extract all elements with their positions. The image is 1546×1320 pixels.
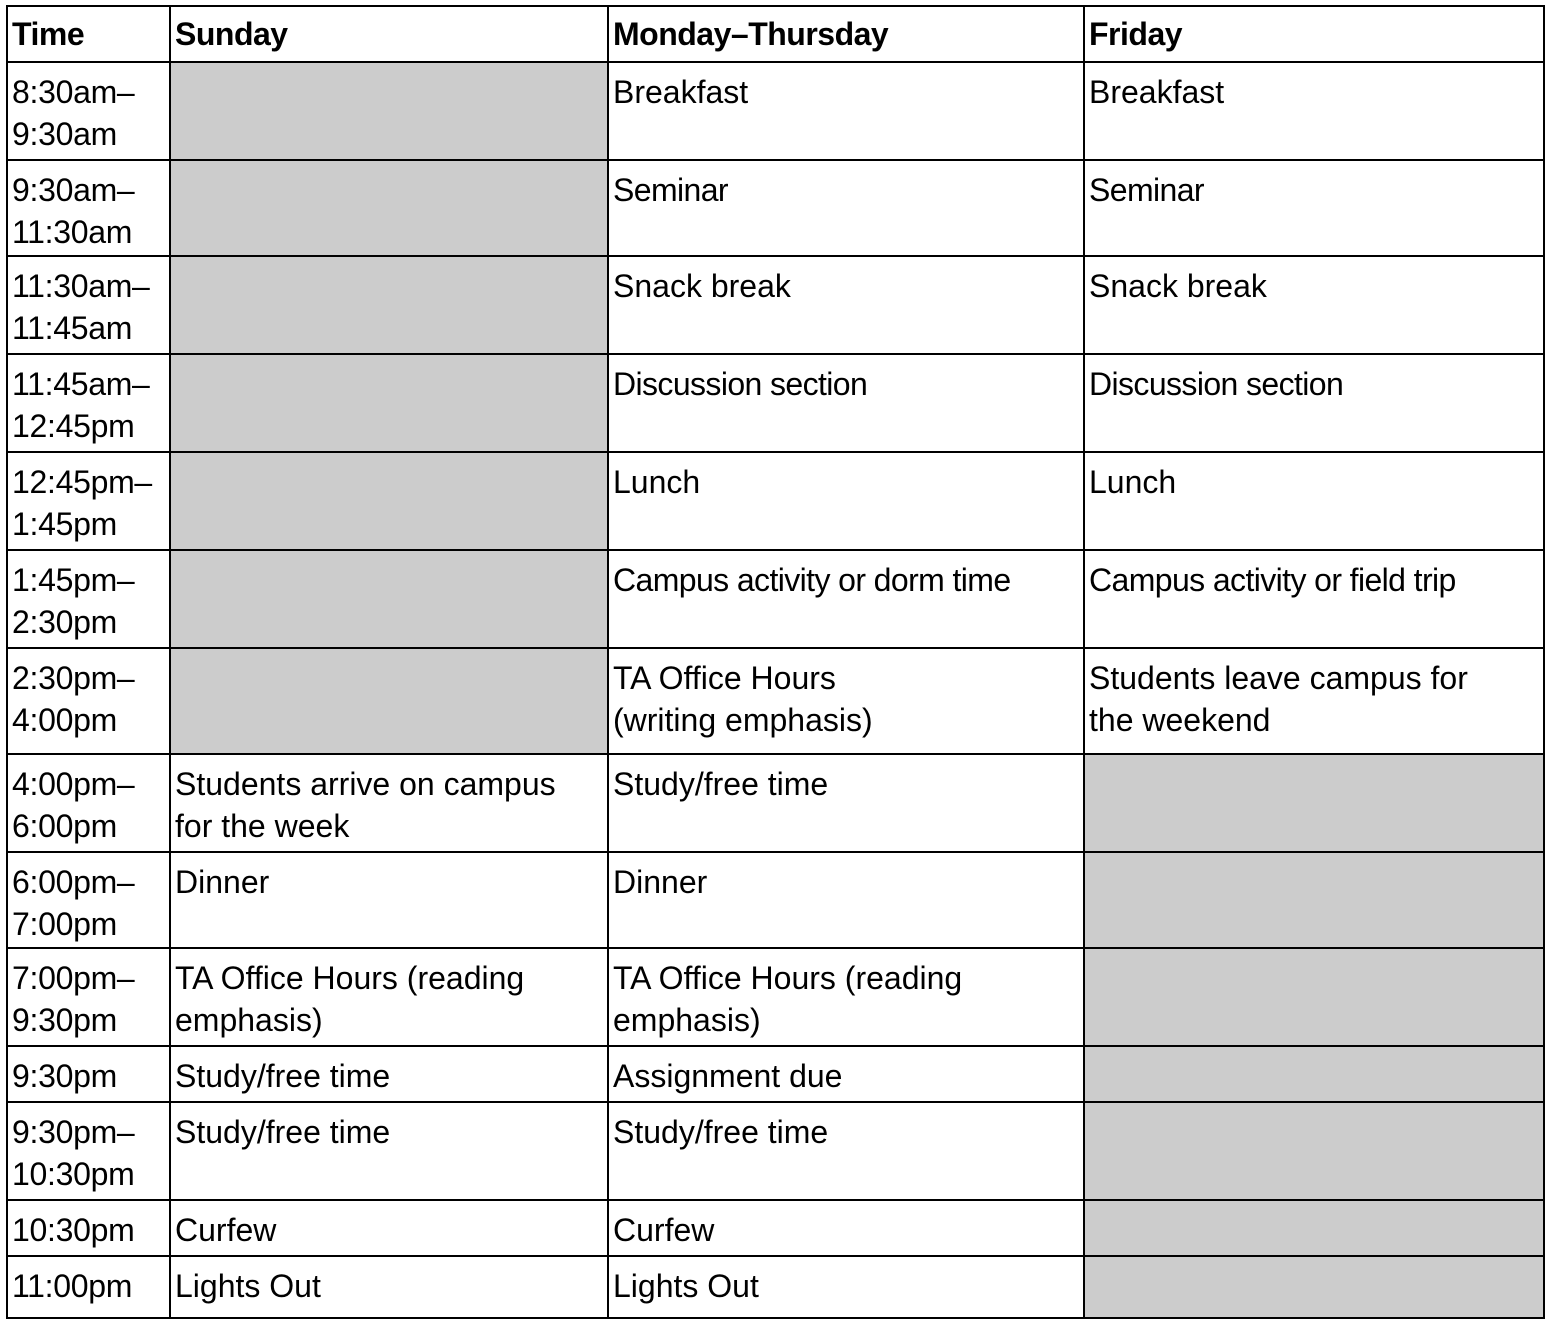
sunday-cell-empty — [170, 648, 608, 754]
schedule-row — [7, 256, 1544, 354]
sunday-cell-empty — [170, 62, 608, 160]
schedule-row — [7, 1102, 1544, 1200]
time-cell — [7, 354, 170, 452]
schedule-row — [7, 354, 1544, 452]
cell-line: (writing emphasis) — [613, 702, 873, 738]
friday-cell: Seminar — [1084, 160, 1544, 256]
friday-cell: Lunch — [1084, 452, 1544, 550]
cell-line: the weekend — [1089, 702, 1271, 738]
monday-thursday-cell: Breakfast — [608, 62, 1084, 160]
friday-cell: Snack break — [1084, 256, 1544, 354]
cell-line: 2:30pm — [12, 604, 117, 640]
time-cell — [7, 1200, 170, 1256]
schedule-row — [7, 1200, 1544, 1256]
cell-line: 10:30pm — [12, 1156, 135, 1192]
cell-line: 11:30am– — [12, 268, 150, 304]
cell-line: 2:30pm– — [12, 660, 135, 696]
cell-line: 4:00pm — [12, 702, 117, 738]
sunday-cell-empty — [170, 256, 608, 354]
friday-cell: Discussion section — [1084, 354, 1544, 452]
monday-thursday-cell: Assignment due — [608, 1046, 1084, 1102]
sunday-cell-empty — [170, 354, 608, 452]
cell-line: TA Office Hours (reading — [613, 960, 963, 996]
cell-line: 11:30am — [12, 214, 133, 250]
monday-thursday-cell: Curfew — [608, 1200, 1084, 1256]
monday-thursday-cell — [608, 948, 1084, 1046]
sunday-cell: Curfew — [170, 1200, 608, 1256]
schedule-row — [7, 1256, 1544, 1318]
cell-line: emphasis) — [613, 1002, 761, 1038]
friday-cell-empty — [1084, 948, 1544, 1046]
friday-cell-empty — [1084, 1046, 1544, 1102]
monday-thursday-cell — [608, 648, 1084, 754]
monday-thursday-cell: Lights Out — [608, 1256, 1084, 1318]
monday-thursday-cell: Campus activity or dorm time — [608, 550, 1084, 648]
time-cell — [7, 948, 170, 1046]
friday-cell-empty — [1084, 754, 1544, 852]
schedule-row — [7, 948, 1544, 1046]
cell-line: 6:00pm– — [12, 864, 135, 900]
cell-line: emphasis) — [175, 1002, 323, 1038]
time-cell — [7, 256, 170, 354]
friday-cell — [1084, 648, 1544, 754]
time-cell — [7, 1256, 170, 1318]
time-cell — [7, 852, 170, 948]
cell-line: 9:30pm — [12, 1002, 117, 1038]
time-cell — [7, 160, 170, 256]
cell-line: 6:00pm — [12, 808, 117, 844]
cell-line: 1:45pm — [12, 506, 117, 542]
sunday-cell: Study/free time — [170, 1102, 608, 1200]
cell-line: Students leave campus for — [1089, 660, 1468, 696]
cell-line: 11:45am — [12, 310, 133, 346]
cell-line: 12:45pm– — [12, 464, 152, 500]
sunday-cell: Dinner — [170, 852, 608, 948]
monday-thursday-cell: Snack break — [608, 256, 1084, 354]
friday-cell: Breakfast — [1084, 62, 1544, 160]
schedule-row — [7, 648, 1544, 754]
cell-line: 7:00pm — [12, 906, 117, 942]
cell-line: 9:30am — [12, 116, 117, 152]
cell-line: 9:30pm– — [12, 1114, 135, 1150]
sunday-cell: Study/free time — [170, 1046, 608, 1102]
cell-line: 11:45am– — [12, 366, 150, 402]
time-cell — [7, 1102, 170, 1200]
monday-thursday-cell: Seminar — [608, 160, 1084, 256]
cell-line: for the week — [175, 808, 350, 844]
sunday-cell — [170, 754, 608, 852]
cell-line: 9:30pm — [12, 1058, 117, 1094]
cell-line: TA Office Hours (reading — [175, 960, 525, 996]
friday-cell: Campus activity or field trip — [1084, 550, 1544, 648]
cell-line: 10:30pm — [12, 1212, 135, 1248]
header-time: Time — [7, 6, 170, 62]
time-cell — [7, 648, 170, 754]
cell-line: 11:00pm — [12, 1268, 133, 1304]
schedule-row — [7, 160, 1544, 256]
cell-line: 7:00pm– — [12, 960, 135, 996]
schedule-table — [6, 5, 1545, 1319]
monday-thursday-cell: Study/free time — [608, 1102, 1084, 1200]
monday-thursday-cell: Discussion section — [608, 354, 1084, 452]
schedule-row — [7, 62, 1544, 160]
friday-cell-empty — [1084, 852, 1544, 948]
sunday-cell: Lights Out — [170, 1256, 608, 1318]
cell-line: 8:30am– — [12, 74, 135, 110]
header-sunday: Sunday — [170, 6, 608, 62]
friday-cell-empty — [1084, 1200, 1544, 1256]
cell-line: TA Office Hours — [613, 660, 836, 696]
monday-thursday-cell: Study/free time — [608, 754, 1084, 852]
schedule-row — [7, 852, 1544, 948]
schedule-row — [7, 1046, 1544, 1102]
sunday-cell — [170, 948, 608, 1046]
time-cell — [7, 1046, 170, 1102]
time-cell — [7, 452, 170, 550]
cell-line: 9:30am– — [12, 172, 135, 208]
sunday-cell-empty — [170, 160, 608, 256]
time-cell — [7, 754, 170, 852]
header-friday: Friday — [1084, 6, 1544, 62]
cell-line: 12:45pm — [12, 408, 135, 444]
sunday-cell-empty — [170, 550, 608, 648]
time-cell — [7, 62, 170, 160]
header-monday-thursday: Monday–Thursday — [608, 6, 1084, 62]
sunday-cell-empty — [170, 452, 608, 550]
schedule-row — [7, 452, 1544, 550]
schedule-row — [7, 550, 1544, 648]
schedule-body — [7, 62, 1544, 1318]
friday-cell-empty — [1084, 1102, 1544, 1200]
cell-line: 4:00pm– — [12, 766, 135, 802]
header-row — [7, 6, 1544, 62]
time-cell — [7, 550, 170, 648]
monday-thursday-cell: Dinner — [608, 852, 1084, 948]
cell-line: Students arrive on campus — [175, 766, 556, 802]
schedule-row — [7, 754, 1544, 852]
friday-cell-empty — [1084, 1256, 1544, 1318]
monday-thursday-cell: Lunch — [608, 452, 1084, 550]
cell-line: 1:45pm– — [12, 562, 135, 598]
